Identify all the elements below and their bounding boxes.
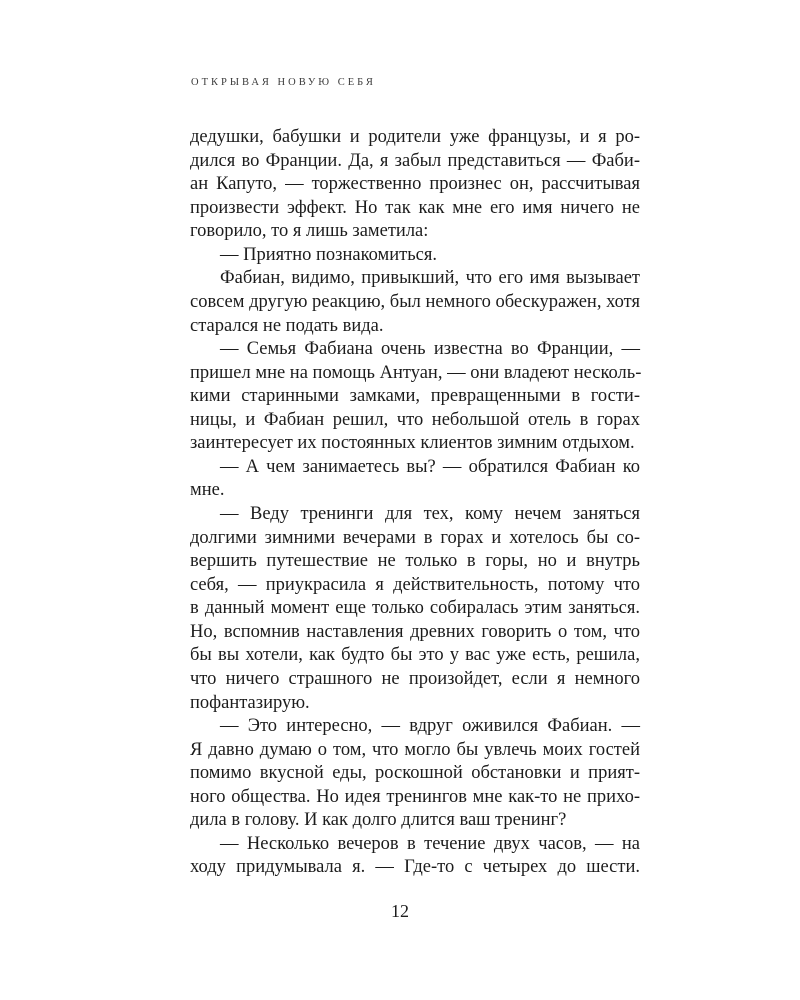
text-line: говорило, то я лишь заметила:	[190, 221, 429, 242]
body-text	[190, 126, 640, 880]
text-line: Но, вспомнив наставления древних говорить о том, что	[190, 621, 640, 642]
text-line: произвести эффект. Но так как мне его имя ничего не	[190, 197, 640, 218]
text-line: пофантазирую.	[190, 692, 310, 713]
text-line: ного общества. Но идея тренингов мне как-то не прихо-	[190, 786, 640, 807]
text-line: что ничего страшного не произойдет, если я немного	[190, 668, 640, 689]
text-line: дила в голову. И как долго длится ваш тренинг?	[190, 810, 567, 831]
text-line: Я давно думаю о том, что могло бы увлечь моих гостей	[190, 739, 640, 760]
text-line: ан Капуто, — торжественно произнес он, рассчитывая	[190, 174, 640, 195]
page-number: 12	[391, 901, 409, 921]
text-line: заинтересует их постоянных клиентов зимним отдыхом.	[190, 433, 635, 454]
text-line: Фабиан, видимо, привыкший, что его имя вызывает	[220, 268, 640, 289]
text-line: помимо вкусной еды, роскошной обстановки и прият-	[190, 763, 640, 784]
text-line: бы вы хотели, как будто бы это у вас уже есть, решила,	[190, 645, 640, 666]
text-line: вершить путешествие не только в горы, но и внутрь	[190, 551, 640, 572]
text-line: — Веду тренинги для тех, кому нечем заняться	[220, 504, 640, 524]
text-line: себя, — приукрасила я действительность, потому что	[190, 574, 640, 595]
text-line: ницы, и Фабиан решил, что небольшой отель в горах	[190, 409, 640, 430]
text-line: в данный момент еще только собиралась этим заняться.	[190, 598, 640, 619]
text-line: дился во Франции. Да, я забыл представиться — Фаби-	[190, 150, 640, 171]
text-line: — Семья Фабиана очень известна во Франции, —	[220, 339, 640, 360]
text-line: ходу придумывала я. — Где-то с четырех до шести.	[190, 857, 640, 878]
text-line: — Несколько вечеров в течение двух часов, — на	[220, 833, 640, 854]
text-line: долгими зимними вечерами в горах и хотелось бы со-	[190, 527, 640, 548]
text-line: старался не подать вида.	[190, 315, 384, 336]
text-line: — Это интересно, — вдруг оживился Фабиан. —	[220, 716, 640, 737]
text-line: пришел мне на помощь Антуан, — они владеют несколь-	[190, 362, 642, 383]
running-head: ОТКРЫВАЯ НОВУЮ СЕБЯ	[191, 77, 376, 88]
text-line: совсем другую реакцию, был немного обескуражен, хотя	[190, 291, 640, 312]
text-line: дедушки, бабушки и родители уже французы, и я ро-	[190, 127, 640, 147]
text-line: мне.	[190, 480, 225, 501]
text-line: — Приятно познакомиться.	[220, 244, 437, 265]
text-line: — А чем занимаетесь вы? — обратился Фабиан ко	[220, 456, 640, 477]
text-line: кими старинными замками, превращенными в гости-	[190, 386, 640, 407]
